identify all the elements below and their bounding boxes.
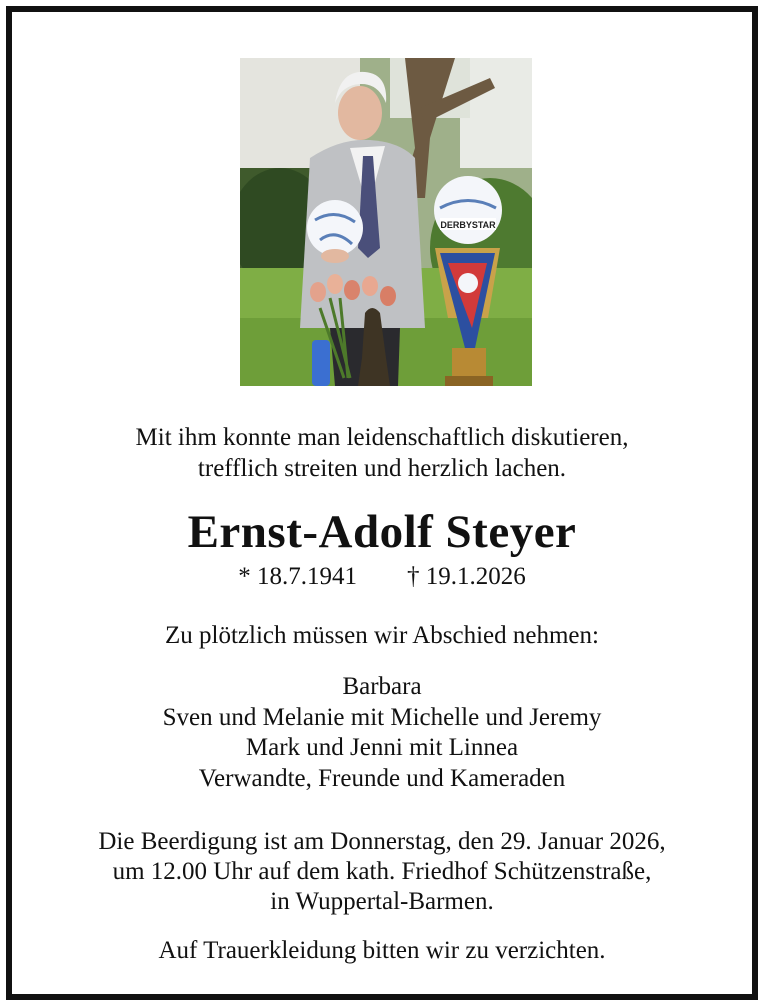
closing-note: Auf Trauerkleidung bitten wir zu verzichten. <box>158 937 606 964</box>
deceased-name: Ernst-Adolf Steyer <box>187 506 577 558</box>
mourner-line: Barbara <box>342 673 422 700</box>
farewell-intro: Zu plötzlich müssen wir Abschied nehmen: <box>165 622 599 649</box>
quote-line-2: trefflich streiten und herzlich lachen. <box>197 455 567 482</box>
ball-brand-text: DERBYSTAR <box>440 220 496 230</box>
mourner-line: Mark und Jenni mit Linnea <box>245 734 519 761</box>
death-date: † 19.1.2026 <box>407 563 526 590</box>
funeral-line-2: um 12.00 Uhr auf dem kath. Friedhof Schützenstraße, <box>112 858 652 885</box>
funeral-details <box>12 827 752 917</box>
portrait-photo <box>240 58 532 386</box>
obituary-frame <box>6 6 758 1000</box>
mourner-line: Sven und Melanie mit Michelle und Jeremy <box>162 703 602 731</box>
memorial-quote <box>12 422 752 484</box>
life-dates <box>12 562 752 592</box>
mourners-list <box>12 672 752 794</box>
funeral-line-3: in Wuppertal-Barmen. <box>270 888 494 915</box>
quote-line-1: Mit ihm konnte man leidenschaftlich diskutieren, <box>135 424 629 451</box>
mourner-line: Verwandte, Freunde und Kameraden <box>198 764 566 792</box>
funeral-line-1: Die Beerdigung ist am Donnerstag, den 29. Januar 2026, <box>98 828 666 855</box>
birth-date: * 18.7.1941 <box>238 563 357 590</box>
